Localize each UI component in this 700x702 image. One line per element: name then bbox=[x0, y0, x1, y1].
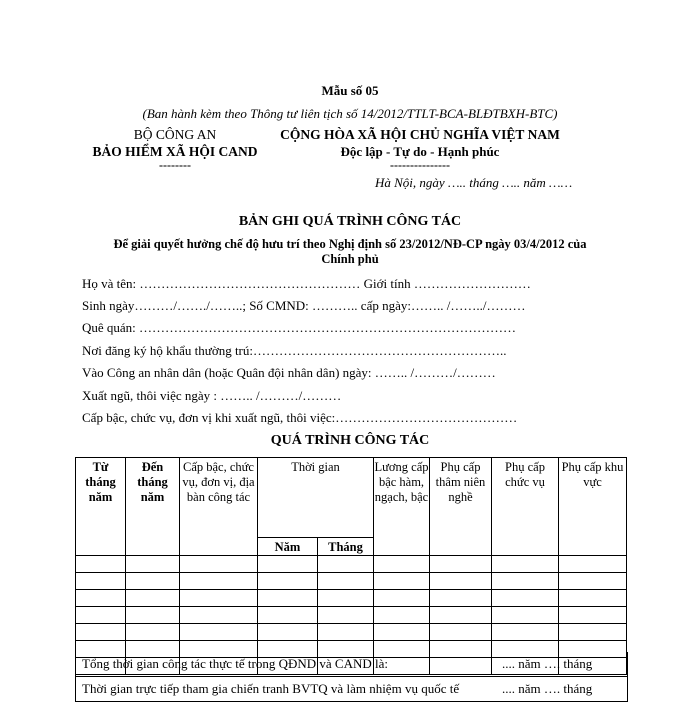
summary-total-label: Tổng thời gian công tác thực tế trong QĐND và CAND là: bbox=[82, 656, 388, 671]
field-birth: Sinh ngày………/……./……..; Số CMND: ……….. cấp ngày:…….. /……../……… bbox=[82, 298, 526, 313]
issued-by-note: (Ban hành kèm theo Thông tư liên tịch số 14/2012/TTLT-BCA-BLĐTBXH-BTC) bbox=[142, 106, 558, 121]
national-rule: --------------- bbox=[390, 158, 450, 172]
form-number: Mẫu số 05 bbox=[321, 83, 379, 98]
table-row[interactable] bbox=[76, 573, 627, 590]
field-name: Họ và tên: …………………………………………… Giới tính ……………………… bbox=[82, 276, 531, 291]
summary-combat-value: .... năm …. tháng bbox=[502, 681, 593, 696]
document-subtitle: Để giải quyết hưởng chế độ hưu trí theo Nghị định số 23/2012/NĐ-CP ngày 03/4/2012 của bbox=[113, 237, 587, 251]
agency-rule: -------- bbox=[159, 158, 191, 172]
agency-name: BỘ CÔNG AN bbox=[133, 127, 217, 142]
field-enlist: Vào Công an nhân dân (hoặc Quân đội nhân dân) ngày: …….. /………/……… bbox=[82, 365, 496, 380]
col-region-header: Phụ cấp khu vực bbox=[559, 458, 627, 556]
col-from-header: Từ tháng năm bbox=[76, 458, 126, 556]
col-time-year-header: Năm bbox=[258, 538, 318, 556]
field-rank-on-discharge: Cấp bậc, chức vụ, đơn vị khi xuất ngũ, thôi việc:…………………………………… bbox=[82, 410, 518, 425]
summary-row-combat bbox=[75, 677, 628, 702]
national-motto: Độc lập - Tự do - Hạnh phúc bbox=[340, 144, 500, 159]
table-row[interactable] bbox=[76, 607, 627, 624]
col-to-header: Đến tháng năm bbox=[126, 458, 180, 556]
document-subtitle-cont: Chính phủ bbox=[321, 252, 379, 266]
table-row[interactable] bbox=[76, 590, 627, 607]
document-title: BẢN GHI QUÁ TRÌNH CÔNG TÁC bbox=[238, 214, 462, 229]
summary-row-total bbox=[75, 652, 628, 677]
work-history-table bbox=[75, 457, 627, 675]
col-time-month-header: Tháng bbox=[318, 538, 374, 556]
col-rank-header: Cấp bậc, chức vụ, đơn vị, địa bàn công tác bbox=[180, 458, 258, 556]
summary-total-value: .... năm …. tháng bbox=[502, 656, 593, 671]
col-time-header: Thời gian bbox=[258, 458, 374, 538]
field-discharge: Xuất ngũ, thôi việc ngày : …….. /………/……… bbox=[82, 388, 342, 403]
table-header-row bbox=[76, 458, 627, 538]
agency-subname: BẢO HIỂM XÃ HỘI CAND bbox=[92, 144, 258, 159]
national-title: CỘNG HÒA XÃ HỘI CHỦ NGHĨA VIỆT NAM bbox=[280, 127, 560, 142]
col-salary-header: Lương cấp bậc hàm, ngạch, bậc bbox=[374, 458, 430, 556]
section-title: QUÁ TRÌNH CÔNG TÁC bbox=[270, 433, 430, 448]
field-residence: Nơi đăng ký hộ khẩu thường trú:………………………………………………….. bbox=[82, 343, 507, 358]
table-row[interactable] bbox=[76, 624, 627, 641]
col-position-header: Phụ cấp chức vụ bbox=[492, 458, 559, 556]
summary-combat-label: Thời gian trực tiếp tham gia chiến tranh BVTQ và làm nhiệm vụ quốc tế bbox=[82, 681, 460, 696]
table-row[interactable] bbox=[76, 556, 627, 573]
field-hometown: Quê quán: …………………………………………………………………………… bbox=[82, 320, 517, 335]
place-date: Hà Nội, ngày ….. tháng ….. năm …… bbox=[375, 175, 573, 190]
col-seniority-header: Phụ cấp thâm niên nghề bbox=[430, 458, 492, 556]
